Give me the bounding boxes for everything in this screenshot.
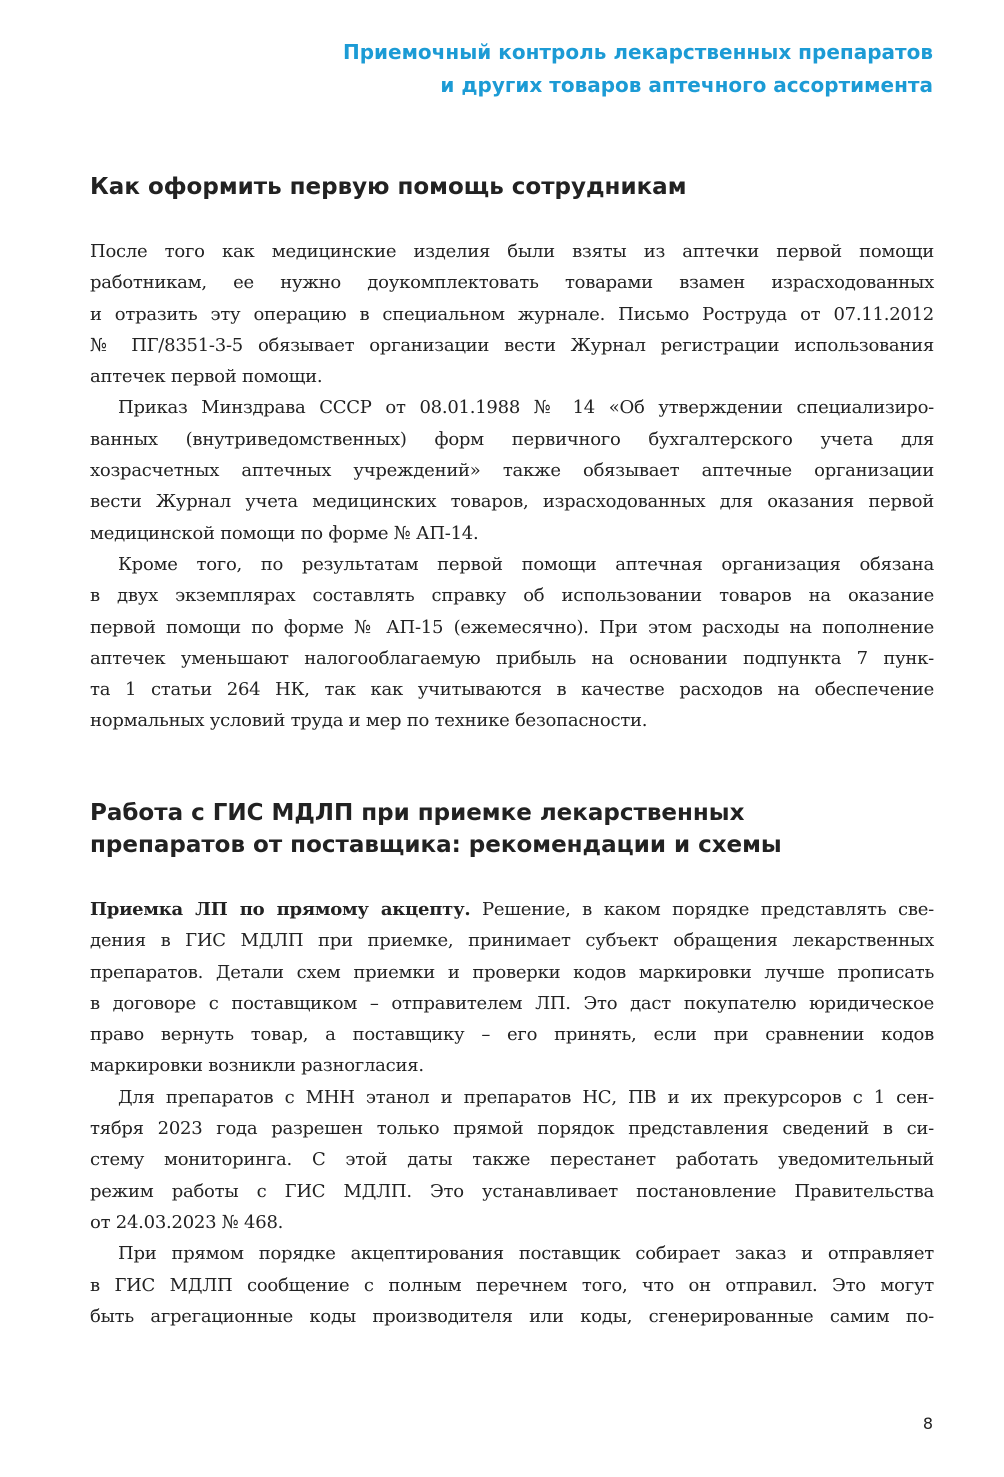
text-line: Для препаратов с МНН этанол и препаратов НС, ПВ и их прекурсоров с 1 сен- <box>118 1086 934 1108</box>
page-number: 8 <box>922 1414 933 1433</box>
text-line: вести Журнал учета медицинских товаров, израсходованных для оказания первой <box>90 491 934 513</box>
section-title-first-aid <box>90 171 934 203</box>
section-gis-mdlp-body <box>90 894 934 1332</box>
running-header-line-2: и других товаров аптечного ассортимента <box>440 73 933 97</box>
paragraph <box>90 1082 934 1238</box>
paragraph <box>90 392 934 548</box>
text-line: аптечек первой помощи. <box>90 366 323 388</box>
paragraph-lead: Приемка ЛП по прямому акцепту. <box>90 899 471 920</box>
section-title-line: препаратов от поставщика: рекомендации и схемы <box>90 832 782 858</box>
text-line: стему мониторинга. С этой даты также перестанет работать уведомительный <box>90 1149 934 1171</box>
text-line: от 24.03.2023 № 468. <box>90 1211 284 1233</box>
text-line: та 1 статьи 264 НК, так как учитываются в качестве расходов на обеспечение <box>90 679 934 701</box>
text-line <box>90 894 934 925</box>
text-line: быть агрегационные коды производителя или коды, сгенерированные самим по- <box>90 1305 934 1327</box>
text-line: хозрасчетных аптечных учреждений» также обязывает аптечные организации <box>90 460 934 482</box>
text-line: препаратов. Детали схем приемки и проверки кодов маркировки лучше прописать <box>90 961 934 983</box>
paragraph <box>90 1238 934 1332</box>
text-line: тября 2023 года разрешен только прямой порядок представления сведений в си- <box>90 1118 934 1140</box>
text-line: в договоре с поставщиком – отправителем ЛП. Это даст покупателю юридическое <box>90 992 934 1014</box>
text-line: медицинской помощи по форме № АП-14. <box>90 522 479 544</box>
text-line: После того как медицинские изделия были взяты из аптечки первой помощи <box>90 241 934 262</box>
text-line: в двух экземплярах составлять справку об использовании товаров на оказание <box>90 585 934 607</box>
text-line: право вернуть товар, а поставщику – его принять, если при сравнении кодов <box>90 1024 934 1046</box>
text-line: При прямом порядке акцептирования поставщик собирает заказ и отправляет <box>118 1243 934 1265</box>
text-line: маркировки возникли разногласия. <box>90 1055 424 1077</box>
section-title-gis-mdlp <box>90 797 934 861</box>
text-line: № ПГ/8351-3-5 обязывает организации вести Журнал регистрации использования <box>90 334 934 356</box>
text-line: в ГИС МДЛП сообщение с полным перечнем того, что он отправил. Это могут <box>90 1274 934 1296</box>
text-line-rest: Решение, в каком порядке представлять све- <box>470 899 935 920</box>
section-title-line: Работа с ГИС МДЛП при приемке лекарственных <box>90 800 745 826</box>
running-header-line-1: Приемочный контроль лекарственных препаратов <box>342 40 933 64</box>
paragraph <box>90 549 934 737</box>
section-first-aid-body <box>90 236 934 737</box>
running-header <box>213 36 933 102</box>
section-title-line: Как оформить первую помощь сотрудникам <box>90 174 687 200</box>
text-line: работникам, ее нужно доукомплектовать товарами взамен израсходованных <box>90 272 934 294</box>
text-line: дения в ГИС МДЛП при приемке, принимает субъект обращения лекарственных <box>90 930 934 952</box>
paragraph <box>90 894 934 1082</box>
paragraph <box>90 236 934 392</box>
text-line: режим работы с ГИС МДЛП. Это устанавливает постановление Правительства <box>90 1180 934 1202</box>
text-line: ванных (внутриведомственных) форм первичного бухгалтерского учета для <box>90 428 934 450</box>
text-line: аптечек уменьшают налогооблагаемую прибыль на основании подпункта 7 пунк- <box>90 647 934 669</box>
text-line: Приказ Минздрава СССР от 08.01.1988 № 14 «Об утверждении специализиро- <box>118 397 934 419</box>
text-line: первой помощи по форме № АП-15 (ежемесячно). При этом расходы на пополнение <box>90 616 934 638</box>
text-line: и отразить эту операцию в специальном журнале. Письмо Роструда от 07.11.2012 <box>90 303 934 325</box>
text-line: Кроме того, по результатам первой помощи аптечная организация обязана <box>118 553 934 575</box>
text-line: нормальных условий труда и мер по технике безопасности. <box>90 710 648 732</box>
